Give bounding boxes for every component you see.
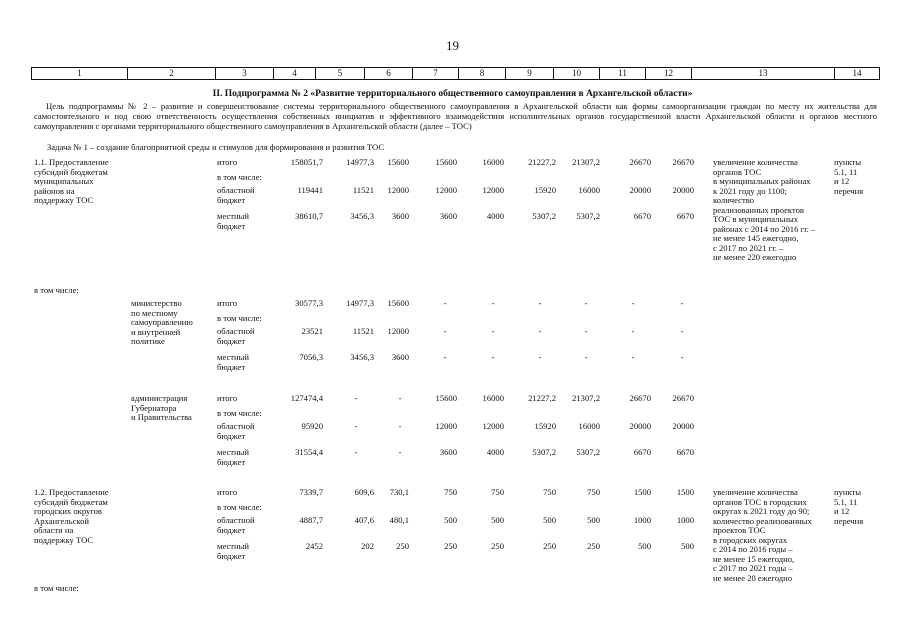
executor-administration-name: и Правительства	[131, 412, 192, 423]
item-1-2-result: в городских округах	[713, 534, 788, 545]
executor-administration-local-label: местный	[217, 447, 250, 457]
item-1-1-name: субсидий бюджетам	[34, 166, 108, 177]
item-1-1-regional-value: 20000	[672, 185, 694, 195]
item-1-1-regional-label: областной	[217, 185, 255, 195]
item-1-2-regional-value: 407,6	[354, 515, 374, 525]
executor-administration-regional-value: 95920	[301, 421, 323, 431]
item-1-2-name: Архангельской	[34, 515, 89, 526]
item-1-2-regional-value: 1000	[633, 515, 651, 525]
item-1-2-reference: и 12	[834, 506, 850, 517]
item-1-2-local-label: бюджет	[217, 550, 246, 561]
header-col-12: 12	[646, 68, 692, 80]
item-1-2-local-value: 250	[444, 541, 457, 551]
executor-ministry-itogo-dash: -	[538, 298, 542, 308]
item-1-1-local-value: 3456,3	[350, 211, 374, 221]
executor-administration-regional-label: бюджет	[217, 430, 246, 441]
executor-ministry-itogo-value: 14977,3	[346, 298, 374, 308]
executor-ministry-itogo-dash: -	[443, 298, 447, 308]
item-1-2-result: органов ТОС в городских	[713, 496, 807, 507]
executor-ministry-local-value: 3600	[391, 352, 409, 362]
item-1-2-local-value: 500	[638, 541, 651, 551]
item-1-1-itogo-value: 21227,2	[528, 157, 556, 167]
item-1-2-result: количество реализованных	[713, 515, 812, 526]
item-1-2-result: с 2017 по 2021 годы –	[713, 563, 793, 573]
executor-ministry-name: самоуправлению	[131, 317, 193, 328]
item-1-2-reference: перечня	[834, 515, 864, 526]
header-col-14: 14	[835, 68, 880, 80]
item-1-2-result: проектов ТОС	[713, 525, 766, 535]
item-1-1-reference: перечня	[834, 185, 864, 196]
executor-ministry-name: министерство	[131, 298, 182, 308]
executor-ministry-local-value: 7056,3	[299, 352, 323, 362]
executor-ministry-local-dash: -	[443, 352, 447, 362]
header-col-11: 11	[600, 68, 646, 80]
header-col-2: 2	[128, 68, 216, 80]
item-1-2-local-value: 250	[491, 541, 504, 551]
item-1-1-reference: 5.1, 11	[834, 166, 858, 177]
executor-ministry-local-label: бюджет	[217, 361, 246, 372]
executor-administration-including-label: в том числе:	[217, 408, 262, 418]
item-1-1-regional-label: бюджет	[217, 194, 246, 205]
executor-ministry-regional-label: областной	[217, 326, 255, 336]
item-1-1-itogo-value: 21307,2	[572, 157, 600, 167]
executor-ministry-name: и внутренней	[131, 326, 181, 337]
item-1-2-regional-value: 4887,7	[299, 515, 323, 525]
executor-administration-itogo-value: 16000	[482, 393, 504, 403]
item-1-2-name: 1.2. Предоставление	[34, 487, 109, 497]
header-col-6: 6	[365, 68, 413, 80]
executor-administration-local-value: 31554,4	[295, 447, 323, 457]
executor-ministry-regional-dash: -	[491, 326, 495, 336]
item-1-2-local-value: 250	[543, 541, 556, 551]
item-1-1-result: с 2017 по 2021 гг. –	[713, 242, 784, 253]
item-1-1-regional-value: 20000	[629, 185, 651, 195]
executor-administration-itogo-dash: -	[354, 393, 358, 403]
header-col-5: 5	[316, 68, 365, 80]
item-1-1-local-value: 4000	[486, 211, 504, 221]
item-1-1-including-label: в том числе:	[217, 172, 262, 182]
item-1-2-name: области на	[34, 525, 74, 536]
executor-ministry-local-value: 3456,3	[350, 352, 374, 362]
executor-administration-itogo-value: 21307,2	[572, 393, 600, 403]
executor-ministry-itogo-dash: -	[491, 298, 495, 308]
header-col-4: 4	[274, 68, 316, 80]
item-1-2-result: увеличение количества	[713, 487, 798, 497]
item-1-2-result: не менее 15 ежегодно,	[713, 553, 795, 564]
executor-administration-local-label: бюджет	[217, 456, 246, 467]
item-1-2-itogo-value: 750	[543, 487, 556, 497]
header-col-10: 10	[554, 68, 600, 80]
executor-ministry-regional-dash: -	[538, 326, 542, 336]
item-1-2-itogo-value: 750	[587, 487, 600, 497]
item-1-1-result: в муниципальных районах	[713, 176, 811, 186]
item-1-1-itogo-value: 158051,7	[290, 157, 323, 167]
item-1-2-itogo-value: 609,6	[354, 487, 374, 497]
item-1-1-result: ТОС в муниципальных	[713, 214, 799, 224]
item-1-2-itogo-value: 7339,7	[299, 487, 323, 497]
item-1-1-regional-value: 15920	[534, 185, 556, 195]
section-title: II. Подпрограмма № 2 «Развитие территориального общественного самоуправления в Архангельской области»	[212, 89, 693, 99]
column-number-header	[31, 67, 880, 80]
item-1-2-result: округах к 2021 году до 90;	[713, 506, 810, 516]
executor-ministry-itogo-dash: -	[631, 298, 635, 308]
item-1-1-reference: пункты	[834, 157, 862, 167]
executor-ministry-name: по местному	[131, 307, 178, 318]
item-1-1-result: не менее 145 ежегодно,	[713, 233, 799, 243]
item-1-1-regional-value: 12000	[435, 185, 457, 195]
header-col-13: 13	[692, 68, 835, 80]
executor-ministry-itogo-dash: -	[584, 298, 588, 308]
item-1-1-result: реализованных проектов	[713, 204, 804, 215]
item-1-2-regional-value: 1000	[676, 515, 694, 525]
executor-administration-itogo-value: 26670	[672, 393, 694, 403]
item-1-1-regional-value: 119441	[297, 185, 323, 195]
item-1-1-regional-value: 11521	[352, 185, 374, 195]
item-1-1-itogo-label: итого	[217, 157, 238, 167]
header-col-8: 8	[459, 68, 506, 80]
executor-administration-regional-value: 20000	[672, 421, 694, 431]
executor-administration-regional-label: областной	[217, 421, 255, 431]
item-1-2-regional-label: бюджет	[217, 524, 246, 535]
item-1-1-name: муниципальных	[34, 176, 94, 187]
item-1-2-reference: 5.1, 11	[834, 496, 858, 507]
item-1-2-itogo-value: 730,1	[389, 487, 409, 497]
item-1-1-result: к 2021 году до 1100;	[713, 185, 787, 196]
item-1-1-result: районах с 2014 по 2016 гг. –	[713, 223, 816, 234]
item-1-1-regional-value: 12000	[387, 185, 409, 195]
item-1-2-reference: пункты	[834, 487, 862, 497]
executor-administration-name: администрация	[131, 393, 188, 403]
executor-administration-regional-value: 20000	[629, 421, 651, 431]
item-1-2-regional-value: 500	[543, 515, 556, 525]
executor-ministry-name: политике	[131, 336, 165, 347]
item-1-2-regional-value: 500	[444, 515, 457, 525]
goal-paragraph: Цель подпрограммы № 2 – развитие и совершенствование системы территориального общественного самоуправления в Архангельской области как формы самоорганизации граждан по месту их жительства для самостоятельного и под свою ответственность осуществления собственных инициатив и эффективного взаимодействия исполнительных органов государственной власти Архангельской области и органов местного самоуправления с органами территориального общественного самоуправления в Архангельской области (далее – ТОС)	[34, 101, 877, 131]
item-1-1-local-value: 5307,2	[532, 211, 556, 221]
executor-administration-local-value: 6670	[676, 447, 694, 457]
executor-administration-local-dash: -	[354, 447, 358, 457]
item-1-2-itogo-label: итого	[217, 487, 238, 497]
item-1-2-result: не менее 20 ежегодно	[713, 572, 793, 583]
item-1-1-local-label: бюджет	[217, 220, 246, 231]
executor-administration-itogo-value: 127474,4	[290, 393, 323, 403]
executor-administration-local-value: 5307,2	[532, 447, 556, 457]
item-1-1-reference: и 12	[834, 176, 850, 187]
item-1-2-itogo-value: 1500	[633, 487, 651, 497]
executor-ministry-itogo-value: 15600	[387, 298, 409, 308]
executor-administration-itogo-label: итого	[217, 393, 238, 403]
bottom-including-label: в том числе:	[34, 583, 79, 593]
item-1-1-itogo-value: 15600	[387, 157, 409, 167]
executor-ministry-local-dash: -	[680, 352, 684, 362]
executor-ministry-regional-dash: -	[680, 326, 684, 336]
item-1-1-local-label: местный	[217, 211, 250, 221]
page-number: 19	[446, 38, 459, 53]
item-1-1-local-value: 38610,7	[295, 211, 323, 221]
item-1-1-name: поддержку ТОС	[34, 195, 94, 206]
item-1-2-regional-value: 500	[587, 515, 600, 525]
executor-ministry-regional-dash: -	[631, 326, 635, 336]
item-1-2-local-value: 250	[396, 541, 409, 551]
executor-administration-itogo-value: 15600	[435, 393, 457, 403]
item-1-1-itogo-value: 16000	[482, 157, 504, 167]
executor-ministry-regional-label: бюджет	[217, 335, 246, 346]
executor-administration-regional-dash: -	[354, 421, 358, 431]
header-col-7: 7	[413, 68, 459, 80]
item-1-2-local-label: местный	[217, 541, 250, 551]
item-1-1-itogo-value: 14977,3	[346, 157, 374, 167]
executor-administration-local-value: 3600	[439, 447, 457, 457]
item-1-1-name: районов на	[34, 185, 75, 196]
executor-ministry-local-dash: -	[491, 352, 495, 362]
item-1-1-local-value: 3600	[439, 211, 457, 221]
executor-ministry-local-dash: -	[538, 352, 542, 362]
item-1-2-itogo-value: 750	[444, 487, 457, 497]
header-col-3: 3	[216, 68, 274, 80]
executor-ministry-including-label: в том числе:	[217, 313, 262, 323]
executor-ministry-regional-dash: -	[443, 326, 447, 336]
executor-ministry-itogo-value: 30577,3	[295, 298, 323, 308]
executor-ministry-regional-dash: -	[584, 326, 588, 336]
item-1-1-result: органов ТОС	[713, 166, 762, 177]
item-1-2-name: поддержку ТОС	[34, 535, 94, 545]
executor-administration-regional-value: 12000	[435, 421, 457, 431]
executor-administration-regional-value: 15920	[534, 421, 556, 431]
task-line: Задача № 1 – создание благоприятной среды и стимулов для формирования и развития ТОС	[47, 142, 385, 152]
executor-ministry-local-label: местный	[217, 352, 250, 362]
executor-administration-itogo-dash: -	[398, 393, 402, 403]
item-1-1-regional-value: 16000	[578, 185, 600, 195]
executor-administration-local-value: 4000	[486, 447, 504, 457]
including-label: в том числе:	[34, 285, 79, 295]
item-1-1-result: количество	[713, 195, 755, 205]
item-1-2-regional-label: областной	[217, 515, 255, 525]
item-1-1-local-value: 6670	[633, 211, 651, 221]
executor-ministry-itogo-dash: -	[680, 298, 684, 308]
item-1-2-result: с 2014 по 2016 годы –	[713, 544, 793, 554]
executor-administration-local-dash: -	[398, 447, 402, 457]
item-1-2-regional-value: 500	[491, 515, 504, 525]
item-1-1-regional-value: 12000	[482, 185, 504, 195]
item-1-2-name: городских округов	[34, 506, 102, 517]
executor-ministry-regional-value: 12000	[387, 326, 409, 336]
item-1-2-itogo-value: 750	[491, 487, 504, 497]
item-1-2-regional-value: 480,1	[389, 515, 409, 525]
executor-ministry-local-dash: -	[584, 352, 588, 362]
executor-administration-local-value: 6670	[633, 447, 651, 457]
item-1-1-result: увеличение количества	[713, 157, 798, 167]
item-1-1-local-value: 5307,2	[576, 211, 600, 221]
executor-ministry-local-dash: -	[631, 352, 635, 362]
item-1-1-name: 1.1. Предоставление	[34, 157, 109, 167]
item-1-2-local-value: 2452	[305, 541, 323, 551]
executor-administration-itogo-value: 21227,2	[528, 393, 556, 403]
item-1-2-local-value: 202	[361, 541, 374, 551]
item-1-2-local-value: 250	[587, 541, 600, 551]
executor-ministry-regional-value: 11521	[352, 326, 374, 336]
header-col-1: 1	[32, 68, 128, 80]
item-1-1-itogo-value: 26670	[672, 157, 694, 167]
header-col-9: 9	[506, 68, 554, 80]
executor-administration-local-value: 5307,2	[576, 447, 600, 457]
executor-administration-name: Губернатора	[131, 402, 177, 413]
item-1-1-local-value: 6670	[676, 211, 694, 221]
executor-administration-regional-value: 12000	[482, 421, 504, 431]
item-1-2-including-label: в том числе:	[217, 502, 262, 512]
item-1-2-itogo-value: 1500	[676, 487, 694, 497]
item-1-2-name: субсидий бюджетам	[34, 496, 108, 507]
executor-administration-itogo-value: 26670	[629, 393, 651, 403]
executor-administration-regional-dash: -	[398, 421, 402, 431]
executor-ministry-itogo-label: итого	[217, 298, 238, 308]
item-1-2-local-value: 500	[681, 541, 694, 551]
executor-ministry-regional-value: 23521	[301, 326, 323, 336]
item-1-1-itogo-value: 15600	[435, 157, 457, 167]
item-1-1-itogo-value: 26670	[629, 157, 651, 167]
item-1-1-local-value: 3600	[391, 211, 409, 221]
item-1-1-result: не менее 220 ежегодно	[713, 252, 797, 262]
executor-administration-regional-value: 16000	[578, 421, 600, 431]
